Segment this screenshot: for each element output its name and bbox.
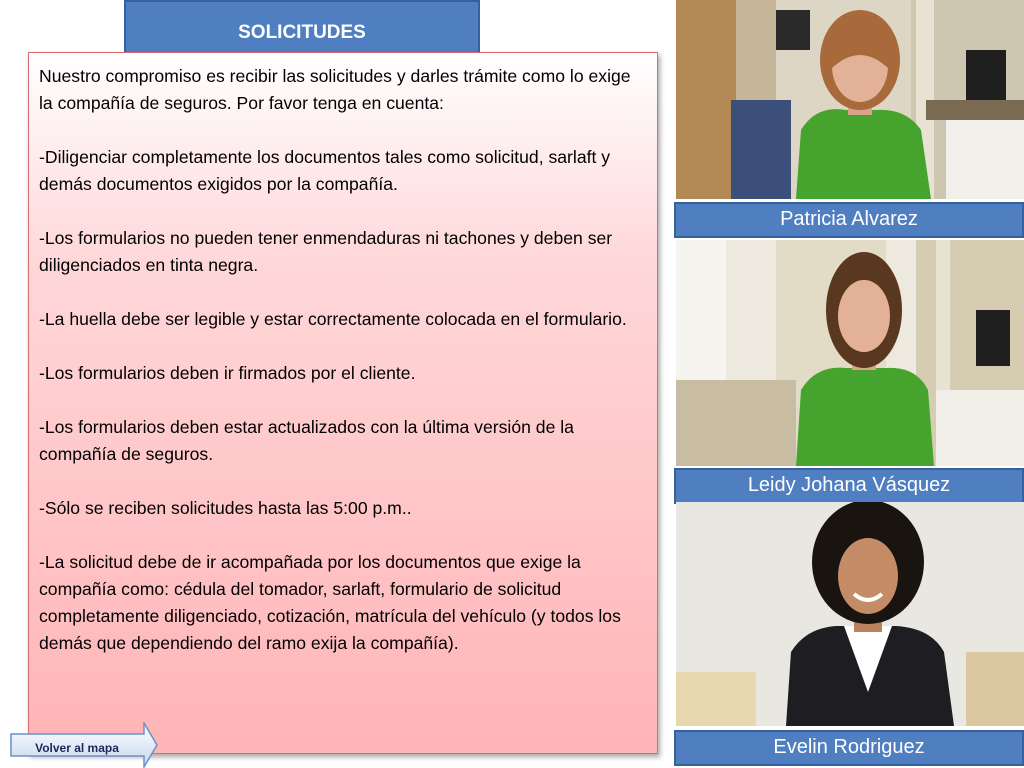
requirement-item: -Diligenciar completamente los documentos tales como solicitud, sarlaft y demás documentos exigidos por la compañía. xyxy=(39,147,611,194)
back-to-map-label: Volver al mapa xyxy=(35,741,119,755)
requirement-item: -Los formularios deben estar actualizados con la última versión de la compañía de seguros. xyxy=(39,417,574,464)
requirement-item: -Sólo se reciben solicitudes hasta las 5:00 p.m.. xyxy=(39,498,412,518)
staff-name-1: Patricia Alvarez xyxy=(674,202,1024,238)
staff-name-2: Leidy Johana Vásquez xyxy=(674,468,1024,504)
requirements-panel xyxy=(28,52,658,754)
intro-paragraph: Nuestro compromiso es recibir las solicitudes y darles trámite como lo exige la compañía de seguros. Por favor tenga en cuenta: xyxy=(39,66,631,113)
staff-photo-2 xyxy=(676,240,1024,466)
page-title: SOLICITUDES xyxy=(124,0,480,58)
staff-name-3: Evelin Rodriguez xyxy=(674,730,1024,766)
staff-photo-3 xyxy=(676,502,1024,726)
staff-photo-1 xyxy=(676,0,1024,199)
requirement-item: -Los formularios no pueden tener enmendaduras ni tachones y deben ser diligenciados en tinta negra. xyxy=(39,228,613,275)
back-to-map-button[interactable] xyxy=(10,722,158,768)
requirement-item: -La solicitud debe de ir acompañada por los documentos que exige la compañía como: cédula del tomador, sarlaft, formulario de solicitud completamente diligenciado, cotización, matrícula del vehículo (y todos los demás que dependiendo del ramo exija la compañía). xyxy=(39,552,621,653)
requirement-item: -Los formularios deben ir firmados por el cliente. xyxy=(39,363,416,383)
requirement-item: -La huella debe ser legible y estar correctamente colocada en el formulario. xyxy=(39,309,627,329)
